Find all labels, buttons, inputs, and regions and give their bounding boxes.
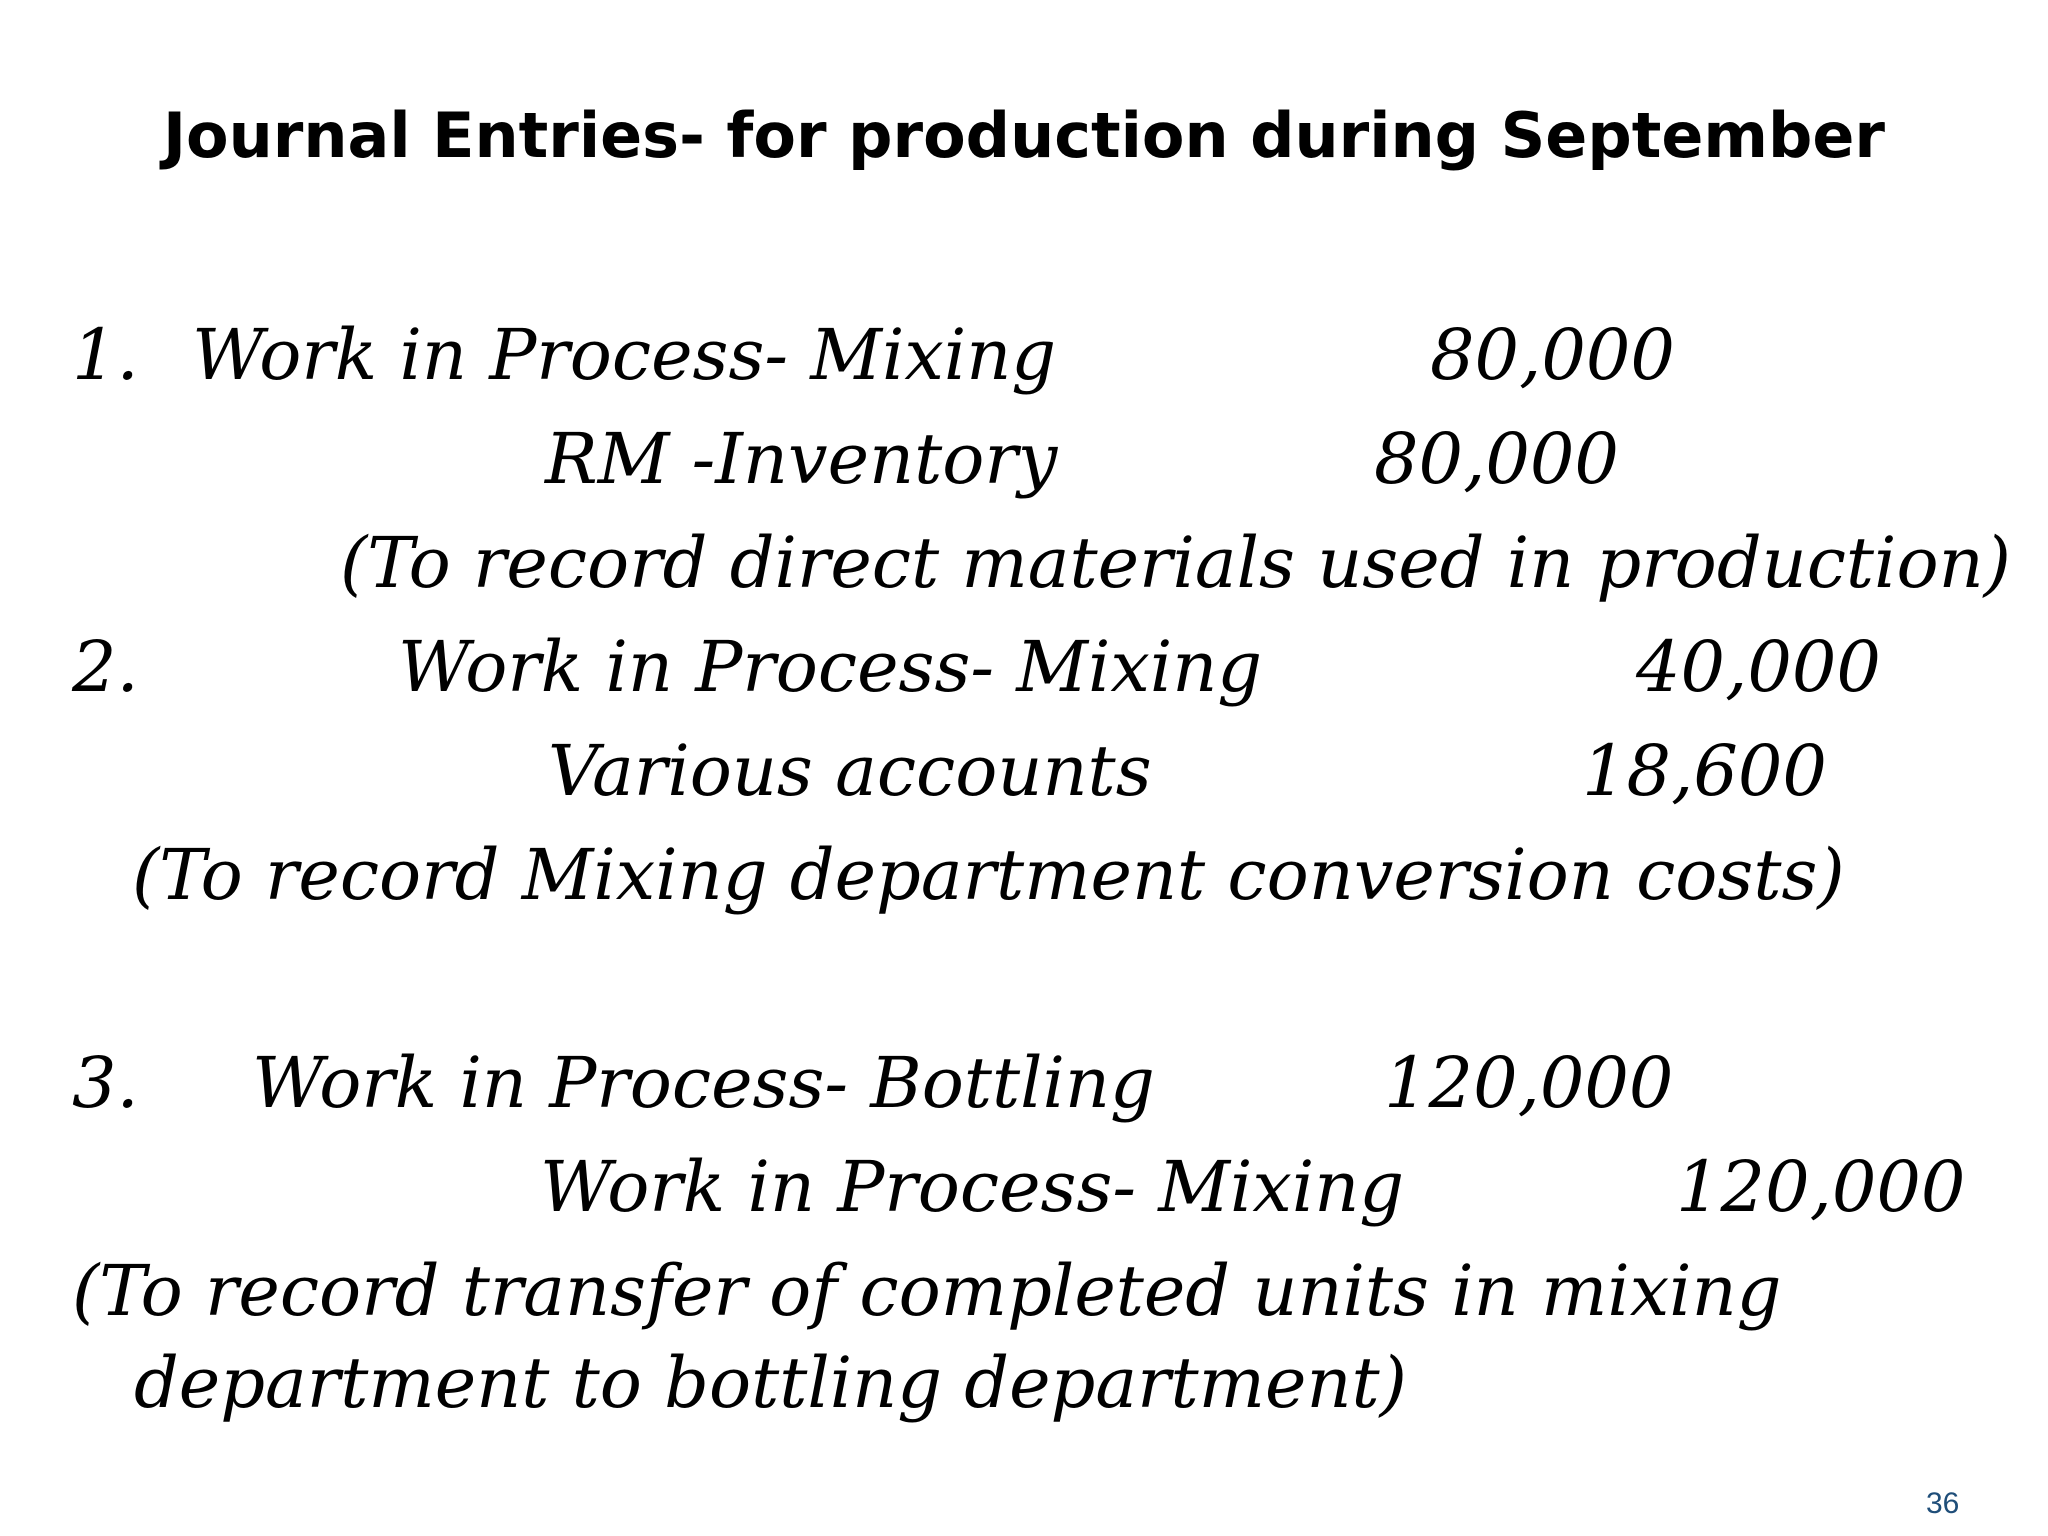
entry-3-explanation-line-2: department to bottling department) — [134, 1342, 1407, 1424]
entry-1-explanation: (To record direct materials used in production) — [340, 522, 2011, 604]
entry-1-number: 1. — [72, 314, 139, 396]
entry-3-number: 3. — [72, 1042, 139, 1124]
entry-2-explanation: (To record Mixing department conversion costs) — [132, 834, 1845, 916]
entry-2-debit-amount: 40,000 — [1636, 626, 1881, 708]
entry-2-credit-amount: 18,600 — [1582, 730, 1827, 812]
entry-2-credit-account: Various accounts — [548, 730, 1152, 812]
entry-3-debit-account: Work in Process- Bottling — [252, 1042, 1155, 1124]
entry-3-debit-amount: 120,000 — [1384, 1042, 1674, 1124]
entry-1-credit-amount: 80,000 — [1374, 418, 1619, 500]
entry-3-credit-amount: 120,000 — [1676, 1146, 1966, 1228]
entry-2-number: 2. — [72, 626, 139, 708]
entry-1-debit-amount: 80,000 — [1430, 314, 1675, 396]
entry-3-explanation-line-1: (To record transfer of completed units in mixing — [72, 1250, 1782, 1332]
entry-1-credit-account: RM -Inventory — [545, 418, 1058, 500]
entry-2-debit-account: Work in Process- Mixing — [398, 626, 1263, 708]
entry-3-credit-account: Work in Process- Mixing — [540, 1146, 1405, 1228]
slide-title: Journal Entries- for production during September — [162, 99, 1885, 172]
page-number: 36 — [1926, 1487, 1960, 1520]
entry-1-debit-account: Work in Process- Mixing — [192, 314, 1057, 396]
